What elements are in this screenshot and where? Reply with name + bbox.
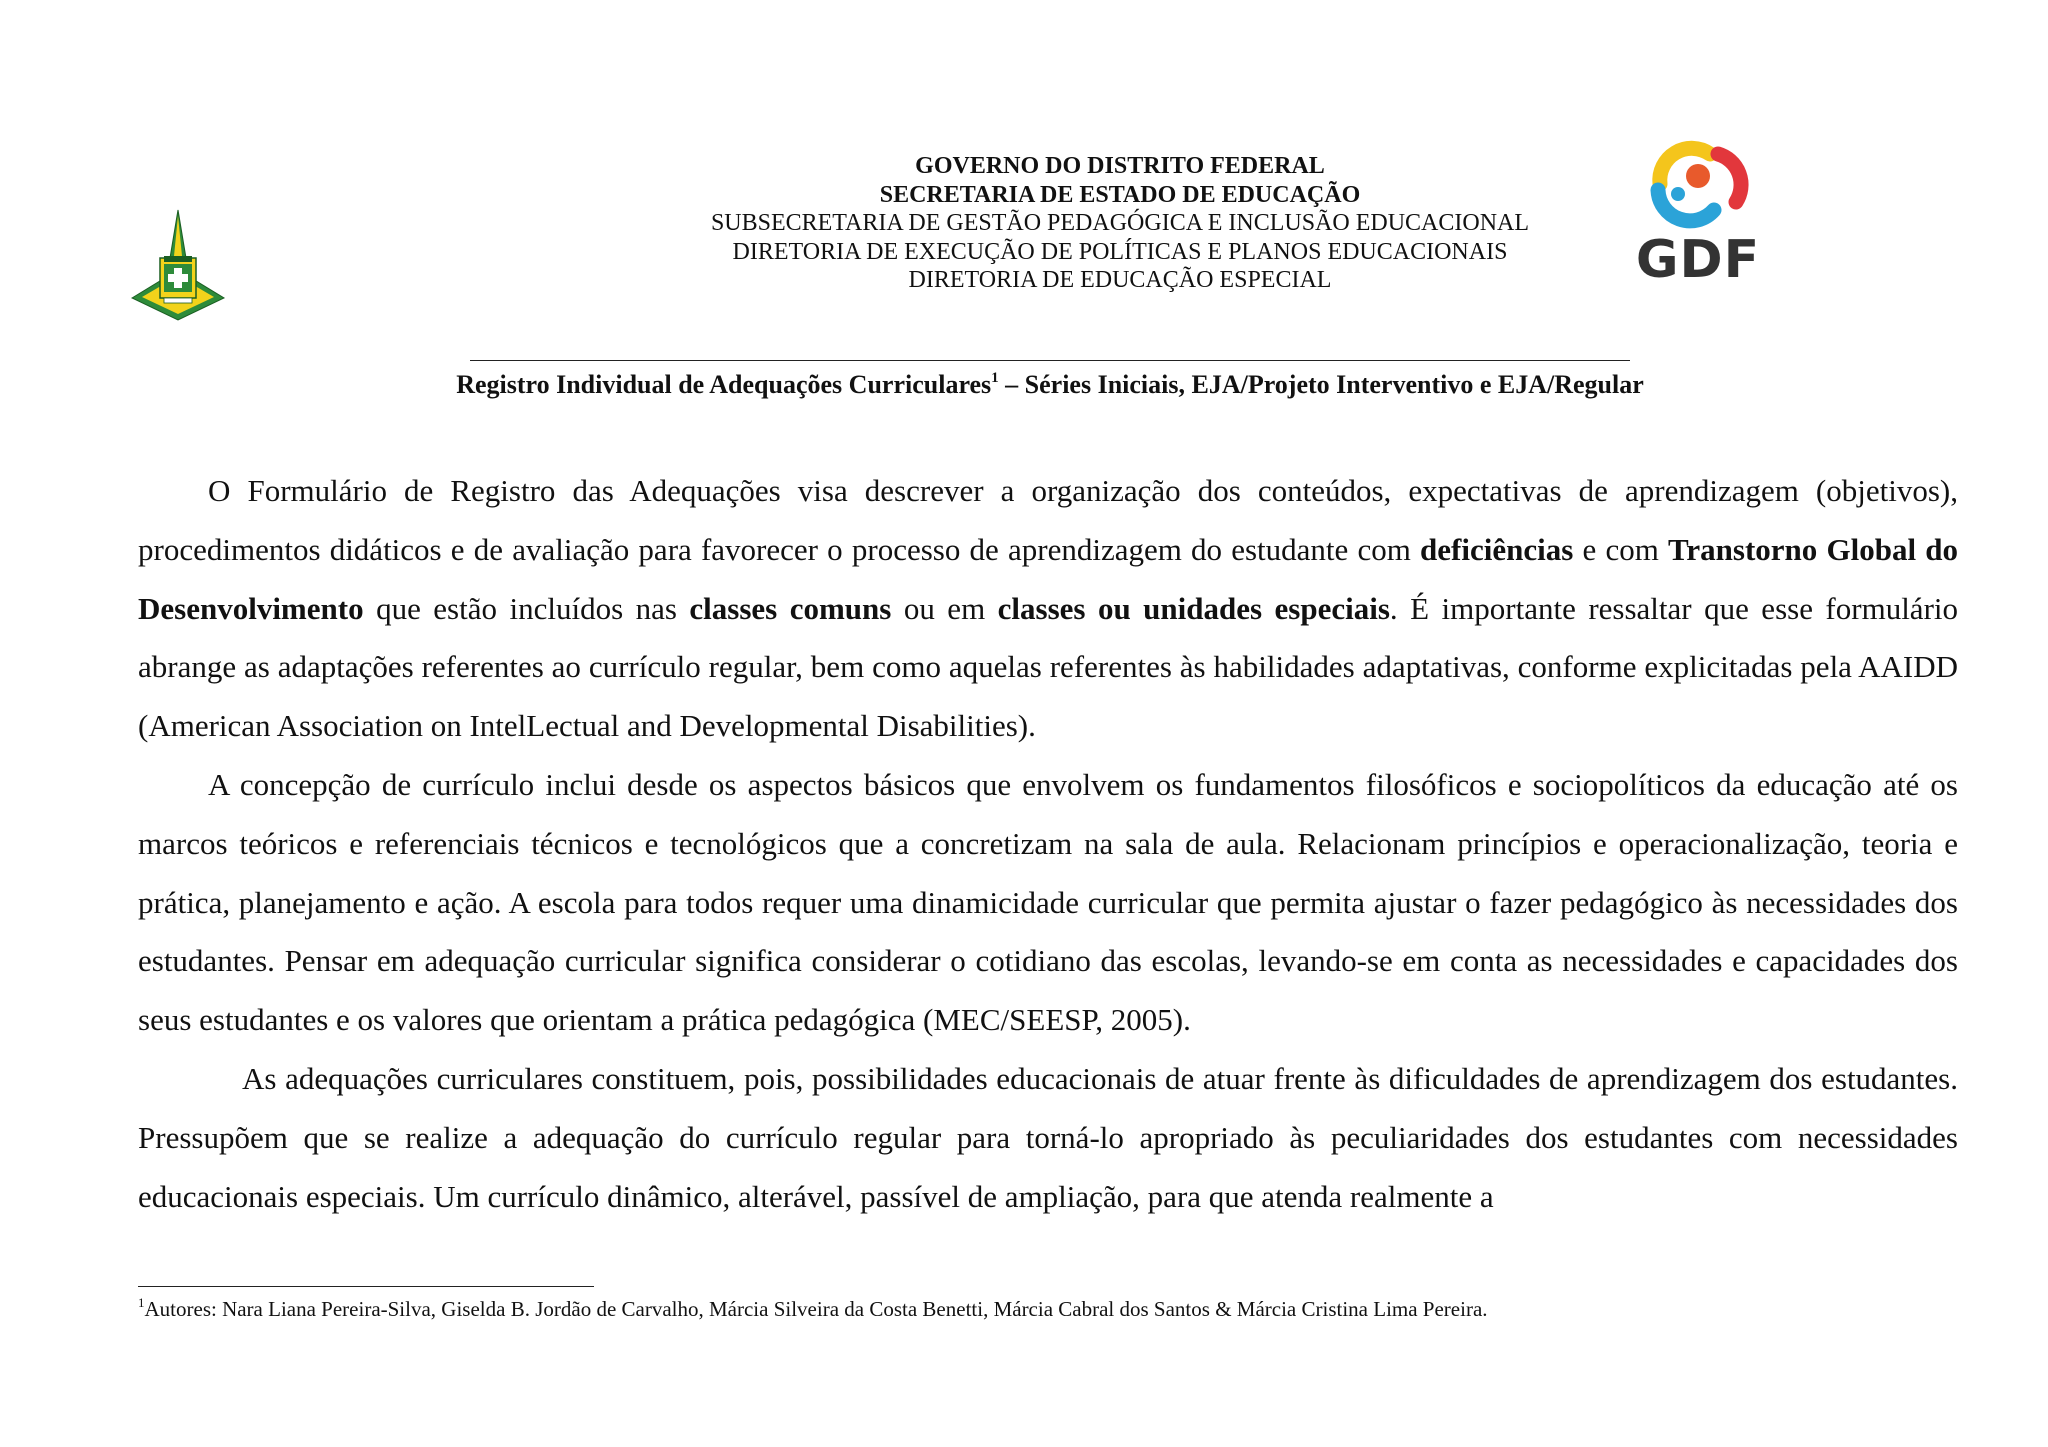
footnote-text: Autores: Nara Liana Pereira-Silva, Giselda B. Jordão de Carvalho, Márcia Silveira da Costa Benetti, Márcia Cabral dos Santos & Márcia Cristina Lima Pereira. (144, 1297, 1488, 1321)
header-line-directorate-special-education: DIRETORIA DE EDUCAÇÃO ESPECIAL (908, 267, 1332, 293)
header-line-directorate-policies: DIRETORIA DE EXECUÇÃO DE POLÍTICAS E PLANOS EDUCACIONAIS (732, 238, 1508, 265)
emphasis-classes-especiais: classes ou unidades especiais (997, 590, 1390, 626)
paragraph-2: A concepção de currículo inclui desde os aspectos básicos que envolvem os fundamentos filosóficos e sociopolíticos da educação até os marcos teóricos e referenciais técnicos e tecnológicos que a concretizam na sala de aula. Relacionam princípios e operacionalização, teoria e prática, planejamento e ação. A escola para todos requer uma dinamicidade curricular que permita ajustar o fazer pedagógico às necessidades dos estudantes. Pensar em adequação curricular significa considerar o cotidiano das escolas, levando-se em conta as necessidades e capacidades dos seus estudantes e os valores que orientam a prática pedagógica (MEC/SEESP, 2005). (138, 766, 1958, 1038)
header-line-secretariat: SECRETARIA DE ESTADO DE EDUCAÇÃO (879, 181, 1361, 208)
footnote (138, 1296, 1958, 1322)
footnote-divider (138, 1286, 594, 1287)
institution-header (600, 152, 1640, 295)
paragraph-1-text: . É importante ressaltar que esse formulário abrange as adaptações referentes ao currículo regular, bem como aquelas referentes às habilidades adaptativas, conforme explicitadas pela AAIDD (American Association on IntelLectual and Developmental Disabilities). (138, 590, 1959, 744)
paragraph-1-text: O Formulário de Registro das Adequações visa descrever a organização dos conteúdos, expectativas de aprendizagem (objetivos), procedimentos didáticos e de avaliação para favorecer o processo de aprendizagem do estudante com (138, 473, 1958, 567)
paragraph-3: As adequações curriculares constituem, pois, possibilidades educacionais de atuar frente às dificuldades de aprendizagem dos estudantes. Pressupõem que se realize a adequação do currículo regular para torná-lo apropriado às peculiaridades dos estudantes com necessidades educacionais especiais. Um currículo dinâmico, alterável, passível de ampliação, para que atenda realmente a (138, 1060, 1958, 1214)
document-title-rest: – Séries Iniciais, EJA/Projeto Interventivo e EJA/Regular (998, 370, 1644, 399)
header-line-government: GOVERNO DO DISTRITO FEDERAL (915, 153, 1325, 179)
header-line-subsecretariat: SUBSECRETARIA DE GESTÃO PEDAGÓGICA E INCLUSÃO EDUCACIONAL (710, 210, 1530, 236)
document-title (380, 368, 1720, 402)
paragraph-1 (138, 462, 1958, 756)
emphasis-tgd: Transtorno Global do Desenvolvimento (138, 531, 1958, 626)
document-body (138, 462, 1958, 1226)
gdf-logo-text: GDF (1635, 230, 1761, 290)
gdf-logo-icon (1618, 124, 1778, 292)
title-footnote-marker: 1 (991, 370, 999, 386)
paragraph-1-text: e com (1573, 531, 1669, 567)
document-title-main: Registro Individual de Adequações Curriculares (456, 370, 992, 399)
emphasis-deficiencias: deficiências (1420, 531, 1574, 567)
df-coat-of-arms-icon (128, 208, 228, 326)
paragraph-1-text: que estão incluídos nas (363, 590, 690, 626)
footnote-marker: 1 (138, 1295, 145, 1310)
emphasis-classes-comuns: classes comuns (689, 590, 892, 626)
paragraph-1-text: ou em (891, 590, 998, 626)
title-divider (470, 360, 1630, 361)
